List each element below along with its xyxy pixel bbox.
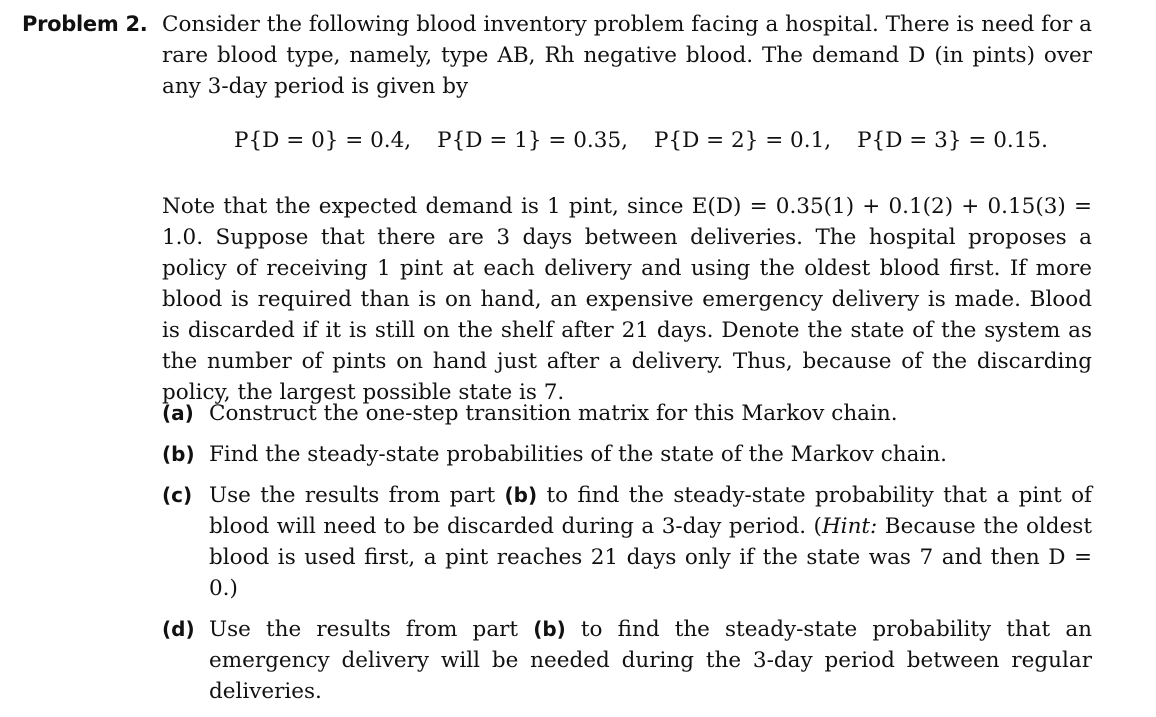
part-b-text: Find the steady-state probabilities of the state of the Markov chain. — [209, 442, 948, 467]
part-a-tag: (a) — [162, 401, 194, 425]
part-c-post: to find the steady-state probability that a pint of blood will need to be discarded during a 3-day period. — [209, 483, 1093, 539]
part-d-text — [209, 614, 1092, 707]
part-c-ref: (b) — [504, 483, 538, 507]
probability-equations — [0, 125, 1156, 156]
part-a-text: Construct the one-step transition matrix for this Markov chain. — [209, 401, 898, 426]
equation-d1: P{D = 1} = 0.35, — [437, 128, 628, 153]
part-c — [162, 480, 1092, 604]
part-d-ref: (b) — [533, 617, 566, 641]
part-a — [162, 398, 1092, 429]
part-d-tag: (d) — [162, 617, 195, 641]
problem-note: Note that the expected demand is 1 pint, since E(D) = 0.35(1) + 0.1(2) + 0.15(3) = 1.0. Suppose that there are 3 days between deliveries. The hospital proposes a policy of receiving 1 pint at each delivery and using the oldest blood first. If more blood is required than is on hand, an expensive emergency delivery is made. Blood is discarded if it is still on the shelf after 21 days. Denote the state of the system as the number of pints on hand just after a delivery. Thus, because of the discarding policy, the largest possible state is 7. — [162, 194, 1092, 405]
part-b — [162, 439, 1092, 470]
part-c-pre: Use the results from part — [209, 483, 496, 508]
part-b-tag: (b) — [162, 442, 195, 466]
problem-label: Problem 2. — [22, 12, 148, 36]
problem-parts — [162, 398, 1092, 717]
part-c-text: Use the results from part (b) to find the steady-state probability that a pint of blood will need to be discarded during a 3-day period. (Hint: Because the oldest blood is used first, a pint reaches 21 days only if the state was 7 and then D = 0.) — [209, 483, 1093, 601]
part-c-hint-label: Hint: — [821, 514, 878, 539]
equation-d3: P{D = 3} = 0.15. — [857, 128, 1048, 153]
part-c-tag: (c) — [162, 483, 193, 507]
equation-d0: P{D = 0} = 0.4, — [234, 128, 412, 153]
part-d-pre: Use the results from part — [209, 617, 519, 642]
part-d-post: to find the steady-state probability that an emergency delivery will be needed during the 3-day period between regular deliveries. — [209, 617, 1092, 704]
problem-intro: Consider the following blood inventory problem facing a hospital. There is need for a rare blood type, namely, type AB, Rh negative blood. The demand D (in pints) over any 3-day period is given by — [162, 12, 1092, 99]
part-c-hint: Because the oldest blood is used first, a pint reaches 21 days only if the state was 7 and then D = 0.) — [209, 514, 1092, 601]
equation-d2: P{D = 2} = 0.1, — [653, 128, 832, 153]
part-d — [162, 614, 1092, 707]
